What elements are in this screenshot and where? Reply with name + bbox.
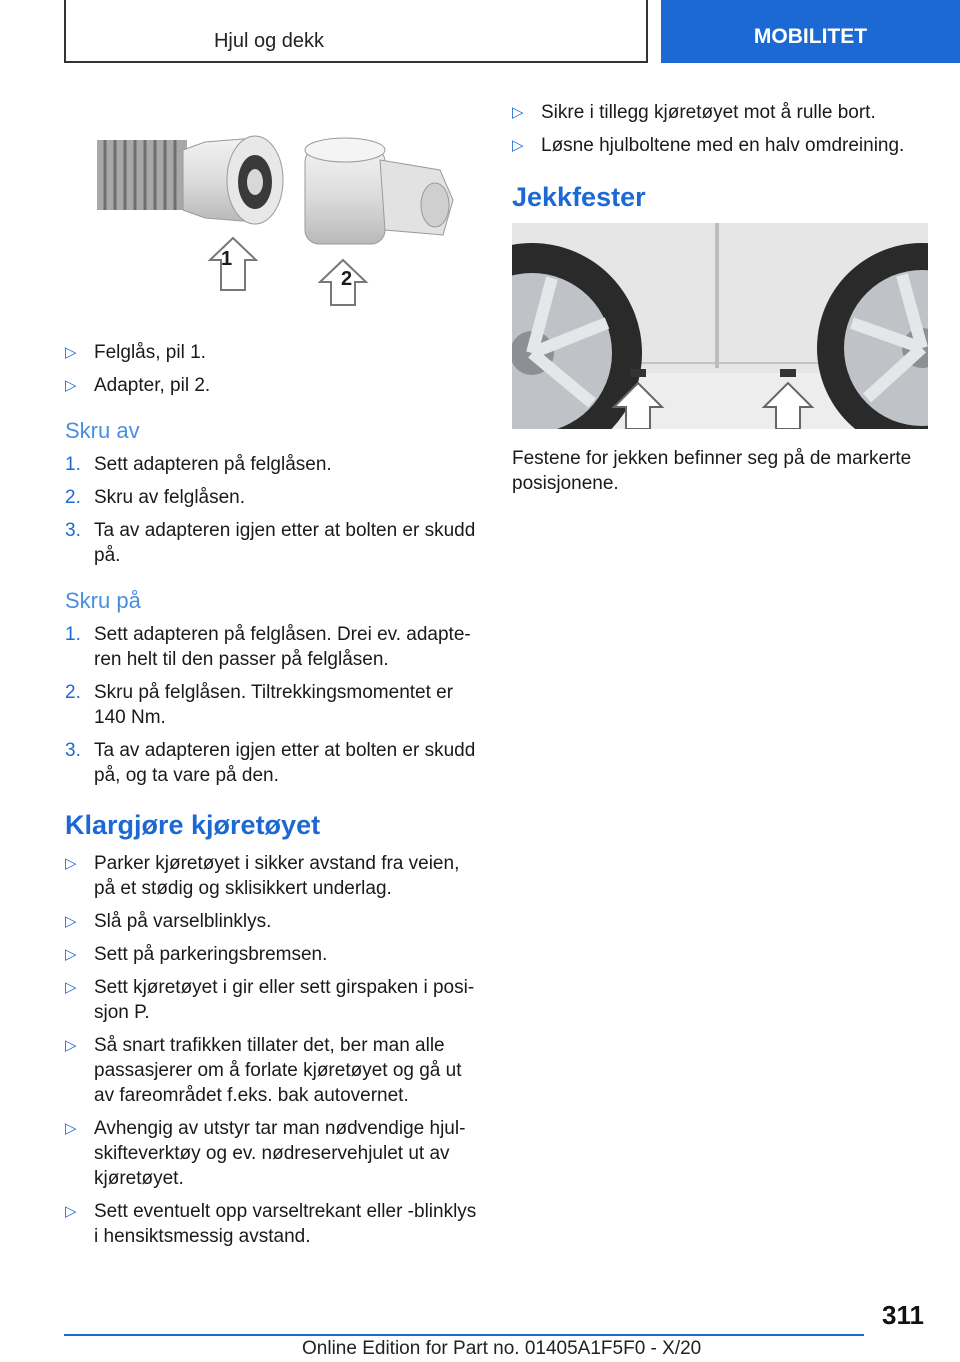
triangle-bullet-icon: ▷ [65, 946, 77, 963]
wheel-lock-illustration [65, 110, 480, 315]
triangle-bullet-icon: ▷ [65, 979, 77, 996]
step-item: 2. Skru på felglåsen. Tiltrekkingsmomentet er 140 Nm. [65, 682, 454, 728]
step-item: 3. Ta av adapteren igjen etter at bolten er skudd på, og ta vare på den. [65, 740, 476, 786]
triangle-bullet-icon: ▷ [65, 1037, 77, 1054]
list-item: ▷ Felglås, pil 1. [65, 342, 206, 363]
edition-note: Online Edition for Part no. 01405A1F5F0 - X/20 [302, 1338, 702, 1359]
list-item: ▷ Sett kjøretøyet i gir eller sett girspaken i posisjon P. [65, 977, 475, 1023]
bolt-thread [97, 140, 187, 210]
page-number: 311 [882, 1300, 924, 1330]
triangle-bullet-icon: ▷ [65, 377, 77, 394]
triangle-bullet-icon: ▷ [65, 855, 77, 872]
triangle-bullet-icon: ▷ [65, 1203, 77, 1220]
right-items [512, 100, 930, 158]
callout-1: 1 [221, 248, 233, 270]
list-item: ▷ Sett eventuelt opp varseltrekant eller -blinklys i hensiktsmessig avstand. [65, 1201, 477, 1247]
step-item: 1. Sett adapteren på felglåsen. Drei ev. adapteren helt til den passer på felglåsen. [65, 624, 471, 670]
step-item: 2. Skru av felglåsen. [65, 487, 246, 508]
list-item: ▷ Parker kjøretøyet i sikker avstand fra veien, på et stødig og sklisikkert underlag. [65, 853, 460, 899]
heading-skru-av: Skru av [65, 418, 140, 443]
callout-2: 2 [341, 268, 353, 290]
left-column [65, 110, 480, 1257]
header-tab-mobilitet[interactable]: MOBILITET [661, 0, 960, 63]
list-item: ▷ Slå på varselblinklys. [65, 911, 272, 932]
triangle-bullet-icon: ▷ [512, 104, 524, 121]
list-item: ▷ Løsne hjulboltene med en halv omdreining. [512, 135, 905, 156]
jack-caption: Festene for jekken befinner seg på de markerte posisjonene. [512, 448, 912, 494]
footer-divider [64, 1334, 864, 1336]
list-item: ▷ Sikre i tillegg kjøretøyet mot å rulle bort. [512, 102, 876, 123]
lock-items-list [65, 340, 480, 398]
list-item: ▷ Adapter, pil 2. [65, 375, 211, 396]
header-section-title: Hjul og dekk [213, 30, 324, 52]
prepare-items [65, 851, 480, 1249]
heading-klargjore: Klargjøre kjøretøyet [65, 810, 321, 840]
triangle-bullet-icon: ▷ [65, 913, 77, 930]
right-column [512, 100, 930, 515]
step-item: 3. Ta av adapteren igjen etter at bolten er skudd på. [65, 520, 476, 566]
heading-skru-pa: Skru på [65, 588, 141, 613]
triangle-bullet-icon: ▷ [512, 137, 524, 154]
step-item: 1. Sett adapteren på felglåsen. [65, 454, 332, 475]
list-item: ▷ Så snart trafikken tillater det, ber man alle passasjerer om å forlate kjøretøyet og gå ut av fareområdet f.eks. bak autovernet. [65, 1035, 462, 1106]
heading-jekkfester: Jekkfester [512, 182, 646, 212]
install-steps [65, 622, 480, 788]
remove-steps [65, 452, 480, 568]
header-box [64, 0, 648, 63]
triangle-bullet-icon: ▷ [65, 1120, 77, 1137]
jack-points-photo [512, 223, 928, 429]
triangle-bullet-icon: ▷ [65, 344, 77, 361]
wheel-lock-figure [65, 110, 480, 320]
list-item: ▷ Sett på parkeringsbremsen. [65, 944, 328, 965]
list-item: ▷ Avhengig av utstyr tar man nødvendige hjulskifteverktøy og ev. nødreservehjulet ut av kjøretøyet. [65, 1118, 466, 1189]
jack-points-figure [512, 223, 930, 434]
